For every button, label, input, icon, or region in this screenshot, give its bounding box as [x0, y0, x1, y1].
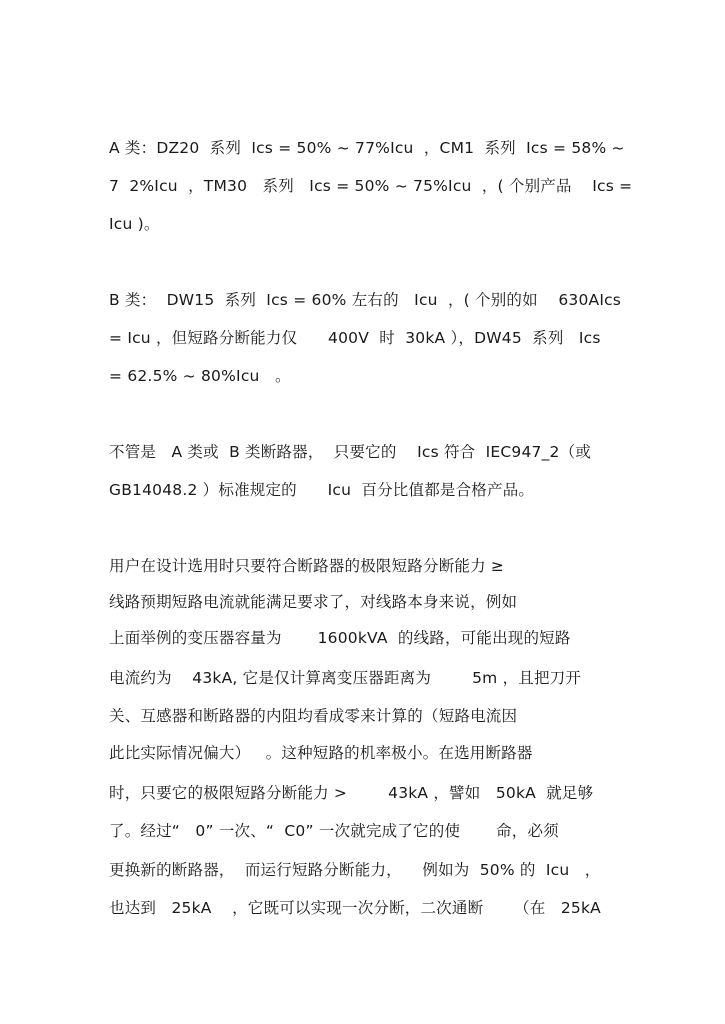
- paragraph-4-line-10: 也达到 25kA ，它既可以实现一次分断，二次通断 （在 25kA: [109, 899, 601, 917]
- paragraph-4-line-3: 上面举例的变压器容量为 1600kVA 的线路，可能出现的短路: [109, 629, 571, 647]
- paragraph-4-line-8: 了。经过“ 0” 一次、“ C0” 一次就完成了它的使 命，必须: [109, 822, 559, 840]
- paragraph-4-line-5: 关、互感器和断路器的内阻均看成零来计算的（短路电流因: [109, 707, 518, 725]
- paragraph-4-line-1: 用户在设计选用时只要符合断路器的极限短路分断能力 ≥: [109, 557, 505, 575]
- paragraph-4-line-4: 电流约为 43kA, 它是仅计算离变压器距离为 5m ，且把刀开: [109, 669, 582, 687]
- paragraph-1-line-1: A 类：DZ20 系列 Ics = 50% ~ 77%Icu ，CM1 系列 Ics = 58% ~: [109, 139, 625, 157]
- paragraph-1-line-3: Icu )。: [109, 215, 160, 233]
- paragraph-4-line-7: 时，只要它的极限短路分断能力 > 43kA ，譬如 50kA 就足够: [109, 784, 594, 802]
- paragraph-3-line-1: 不管是 A 类或 B 类断路器， 只要它的 Ics 符合 IEC947_2（或: [109, 443, 592, 461]
- paragraph-4-line-6: 此比实际情况偏大） 。这种短路的机率极小。在选用断路器: [109, 744, 533, 762]
- paragraph-4-line-9: 更换新的断路器， 而运行短路分断能力， 例如为 50% 的 Icu ，: [109, 861, 601, 879]
- paragraph-1-line-2: 7 2%Icu ，TM30 系列 Ics = 50% ~ 75%Icu ，( 个别产品 Ics =: [109, 177, 633, 195]
- paragraph-4-line-2: 线路预期短路电流就能满足要求了，对线路本身来说，例如: [109, 593, 518, 611]
- paragraph-2-line-3: = 62.5% ~ 80%Icu 。: [109, 367, 291, 385]
- paragraph-2-line-1: B 类： DW15 系列 Ics = 60% 左右的 Icu ，( 个别的如 630AIcs: [109, 291, 622, 309]
- paragraph-3-line-2: GB14048.2 ）标准规定的 Icu 百分比值都是合格产品。: [109, 481, 535, 499]
- paragraph-2-line-2: = Icu ，但短路分断能力仅 400V 时 30kA ），DW45 系列 Ics: [109, 329, 601, 347]
